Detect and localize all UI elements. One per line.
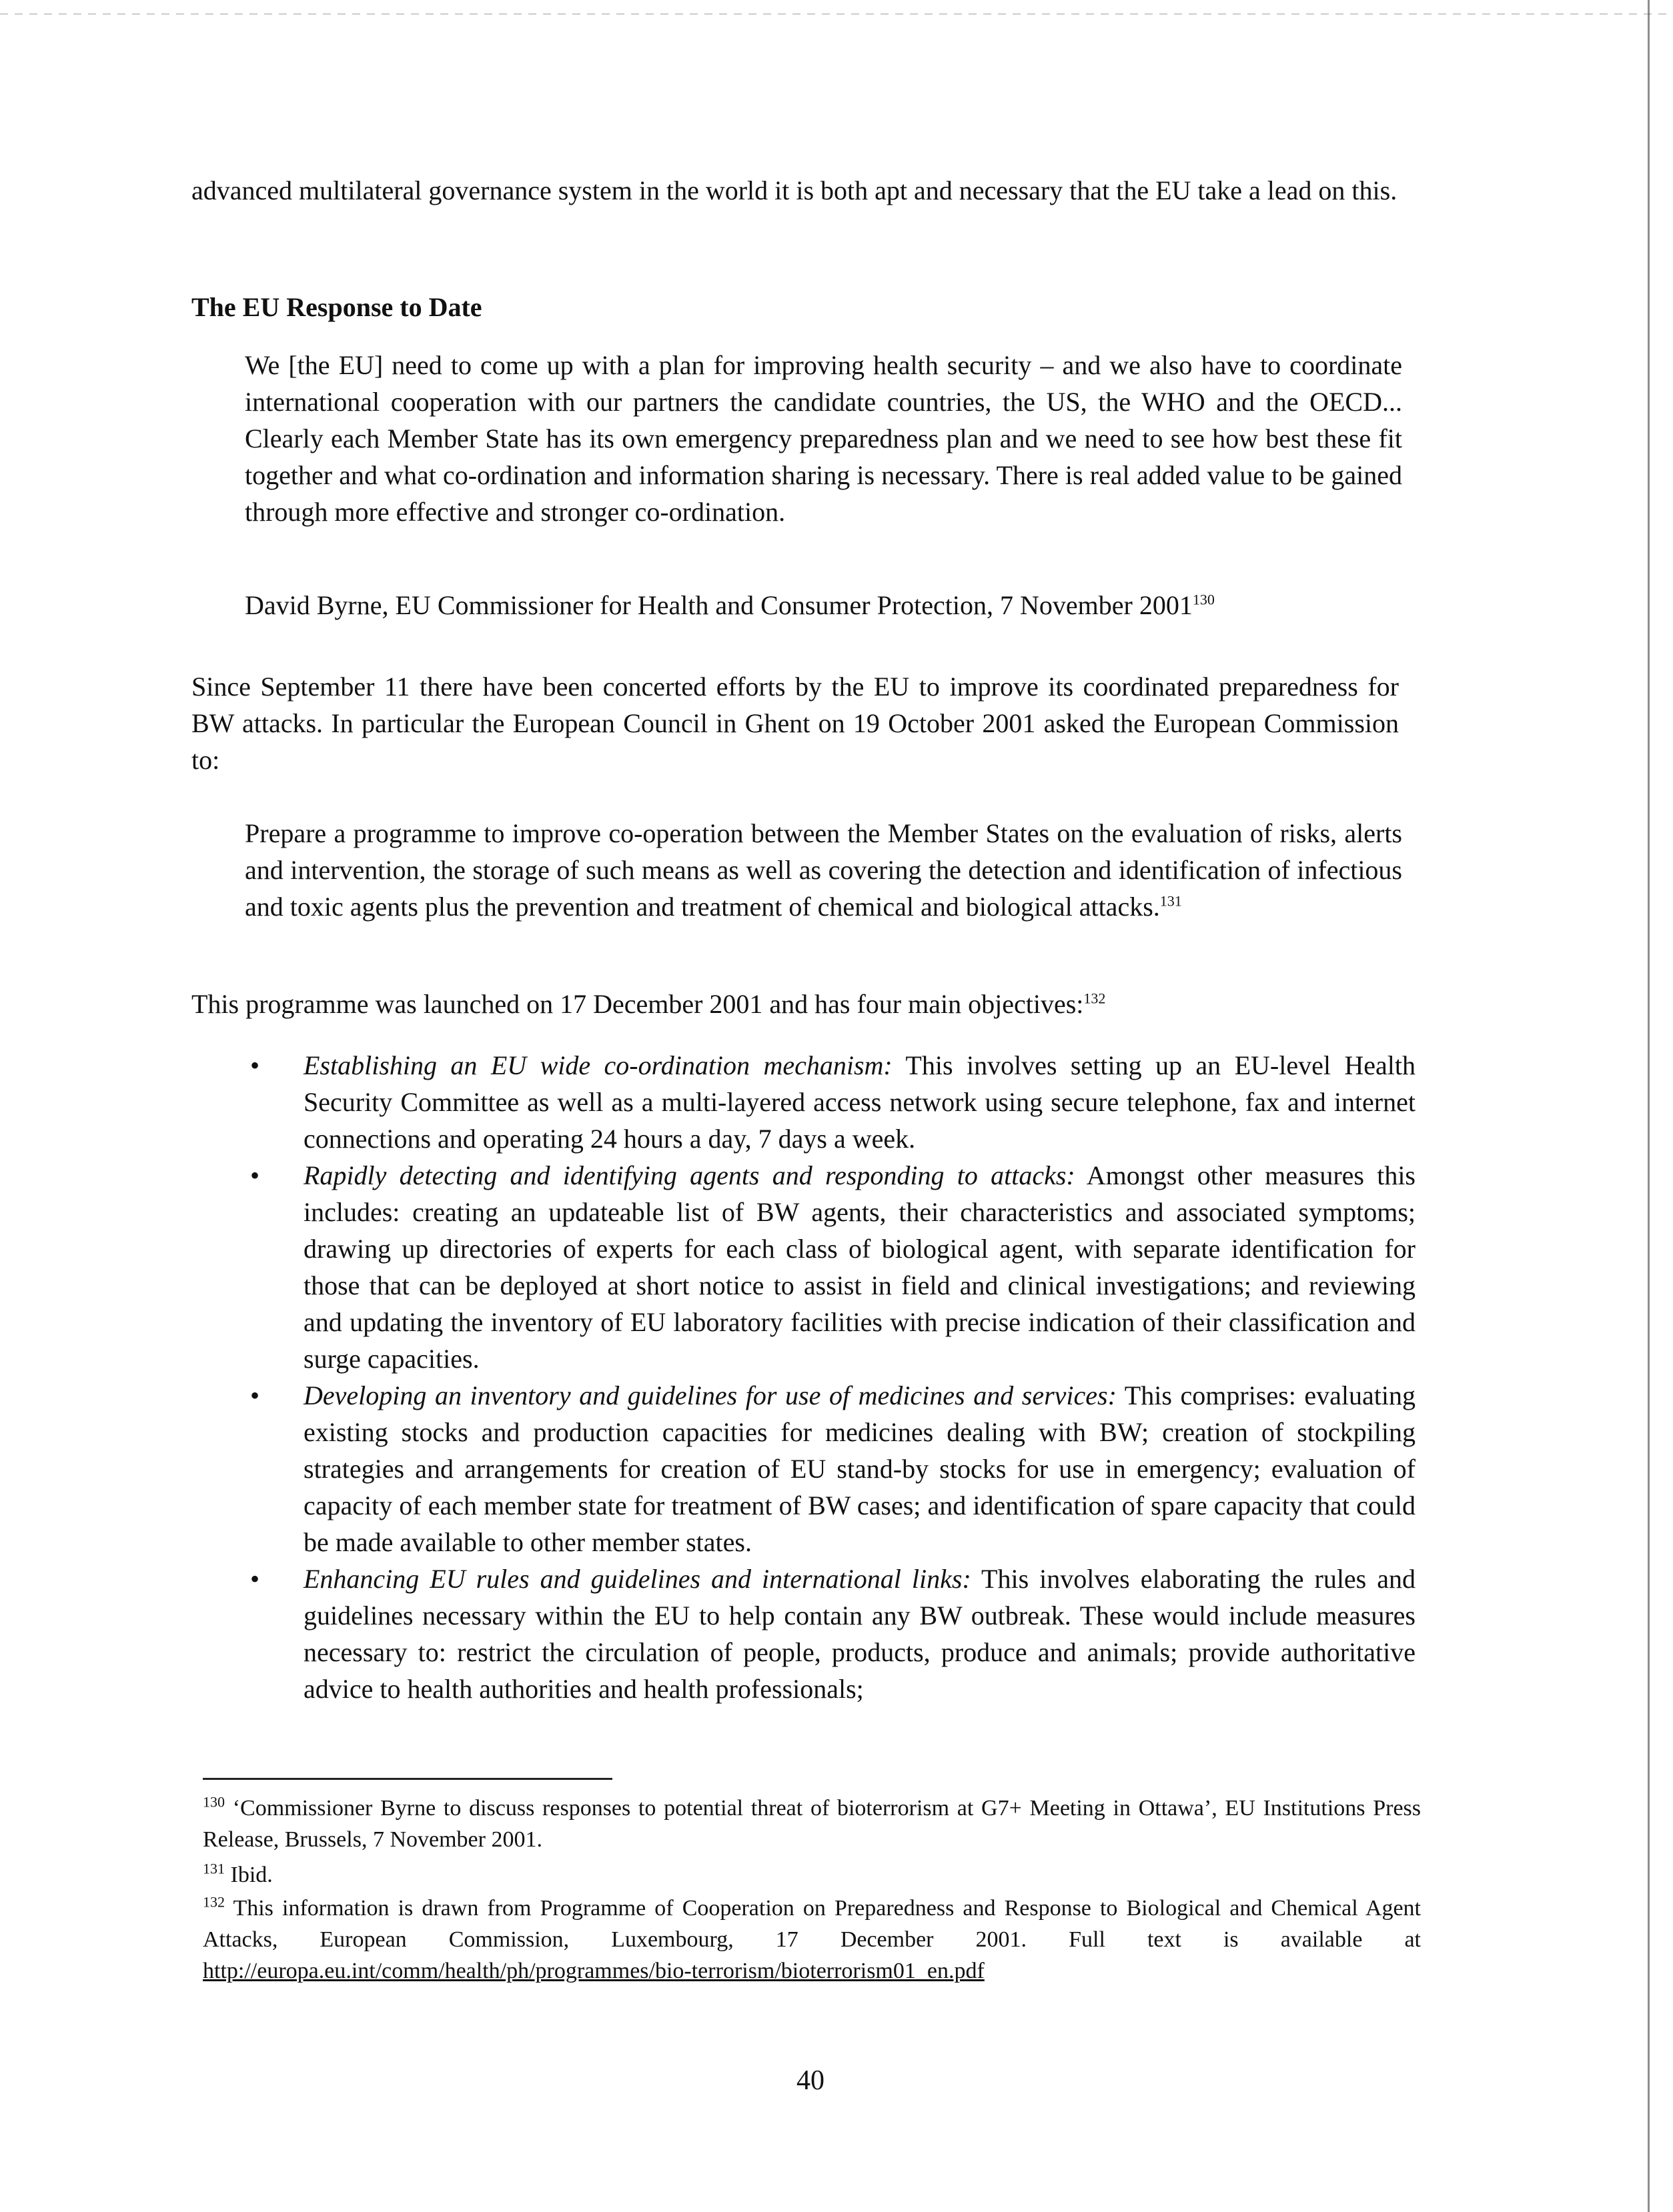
paragraph-programme (191, 986, 1399, 1022)
paragraph-september-11: Since September 11 there have been concerted efforts by the EU to improve its coordinated preparedness for BW attacks. In particular the European Council in Ghent on 19 October 2001 asked the European Commission to: (191, 672, 1399, 775)
footnote-text: Ibid. (225, 1863, 273, 1887)
footnote-132 (203, 1893, 1421, 1987)
bullet-icon: • (250, 1160, 260, 1190)
section-heading: The EU Response to Date (191, 292, 482, 322)
scan-artifact-top (0, 13, 1673, 15)
ghent-quote-text: Prepare a programme to improve co-operation between the Member States on the evaluation of risks, alerts and intervention, the storage of such means as well as covering the detection and identification of infectious and toxic agents plus the prevention and treatment of chemical and biological attacks. (245, 818, 1402, 922)
objective-text: This involves setting up an EU-level Health Security Committee as well as a multi-layered access network using secure telephone, fax and internet connections and operating 24 hours a day, 7 days a week. (304, 1050, 1416, 1154)
footnote-130 (203, 1793, 1421, 1855)
footnote-text: This information is drawn from Programme of Cooperation on Preparedness and Response to Biological and Chemical Agent Attacks, European Commission, Luxembourg, 17 December 2001. Full text is available at (203, 1896, 1421, 1952)
quote-attribution (245, 587, 1419, 624)
bullet-icon: • (250, 1380, 260, 1410)
objective-title: Rapidly detecting and identifying agents and responding to attacks: (304, 1160, 1075, 1190)
intro-paragraph: advanced multilateral governance system in the world it is both apt and necessary that the EU take a lead on this. (191, 175, 1398, 205)
programme-text: This programme was launched on 17 December 2001 and has four main objectives: (191, 989, 1084, 1019)
objective-text: This comprises: evaluating existing stocks and production capacities for medicines dealing with BW; creation of stockpiling strategies and arrangements for creation of EU stand-by stocks for use in emergency; evaluation of capacity of each member state for treatment of BW cases; and identification of spare capacity that could be made available to other member states. (304, 1380, 1416, 1557)
page-number: 40 (796, 2065, 824, 2096)
footnote-text: ‘Commissioner Byrne to discuss responses to potential threat of bioterrorism at G7+ Meeting in Ottawa’, EU Institutions Press Release, Brussels, 7 November 2001. (203, 1796, 1421, 1852)
footnote-131 (203, 1859, 1421, 1891)
list-item (248, 1377, 1416, 1560)
footnote-number: 132 (203, 1893, 225, 1911)
block-quote-ghent (245, 815, 1402, 925)
footnote-ref-130[interactable]: 130 (1192, 591, 1215, 608)
footnote-separator (203, 1778, 612, 1780)
scan-artifact-right-edge (1648, 0, 1650, 2212)
footnote-link[interactable]: http://europa.eu.int/comm/health/ph/programmes/bio-terrorism/bioterrorism01_en.pdf (203, 1959, 985, 1983)
footnote-ref-131[interactable]: 131 (1159, 892, 1182, 910)
list-item (248, 1157, 1416, 1377)
objective-title: Establishing an EU wide co-ordination mechanism: (304, 1050, 893, 1080)
objective-title: Developing an inventory and guidelines for use of medicines and services: (304, 1380, 1117, 1410)
objective-text: This involves elaborating the rules and guidelines necessary within the EU to help contain any BW outbreak. These would include measures necessary to: restrict the circulation of people, products, produce and animals; provide authoritative advice to health authorities and health professionals; (304, 1564, 1416, 1704)
list-item (248, 1047, 1416, 1157)
footnote-number: 130 (203, 1793, 225, 1811)
objectives-list (248, 1047, 1416, 1707)
footnote-number: 131 (203, 1860, 225, 1877)
bullet-icon: • (250, 1050, 260, 1080)
objective-title: Enhancing EU rules and guidelines and international links: (304, 1564, 971, 1594)
list-item (248, 1560, 1416, 1707)
bullet-icon: • (250, 1564, 260, 1594)
attribution-text: David Byrne, EU Commissioner for Health and Consumer Protection, 7 November 2001 (245, 590, 1193, 620)
objective-text: Amongst other measures this includes: creating an updateable list of BW agents, their characteristics and associated symptoms; drawing up directories of experts for each class of biological agent, with separate identification for those that can be deployed at short notice to assist in field and clinical investigations; and reviewing and updating the inventory of EU laboratory facilities with precise indication of their classification and surge capacities. (304, 1160, 1416, 1374)
footnote-ref-132[interactable]: 132 (1083, 990, 1106, 1007)
block-quote-byrne: We [the EU] need to come up with a plan for improving health security – and we also have to coordinate international cooperation with our partners the candidate countries, the US, the WHO and the OECD... Clearly each Member State has its own emergency preparedness plan and we need to see how best these fit together and what co-ordination and information sharing is necessary. There is real added value to be gained through more effective and stronger co-ordination. (245, 350, 1402, 527)
